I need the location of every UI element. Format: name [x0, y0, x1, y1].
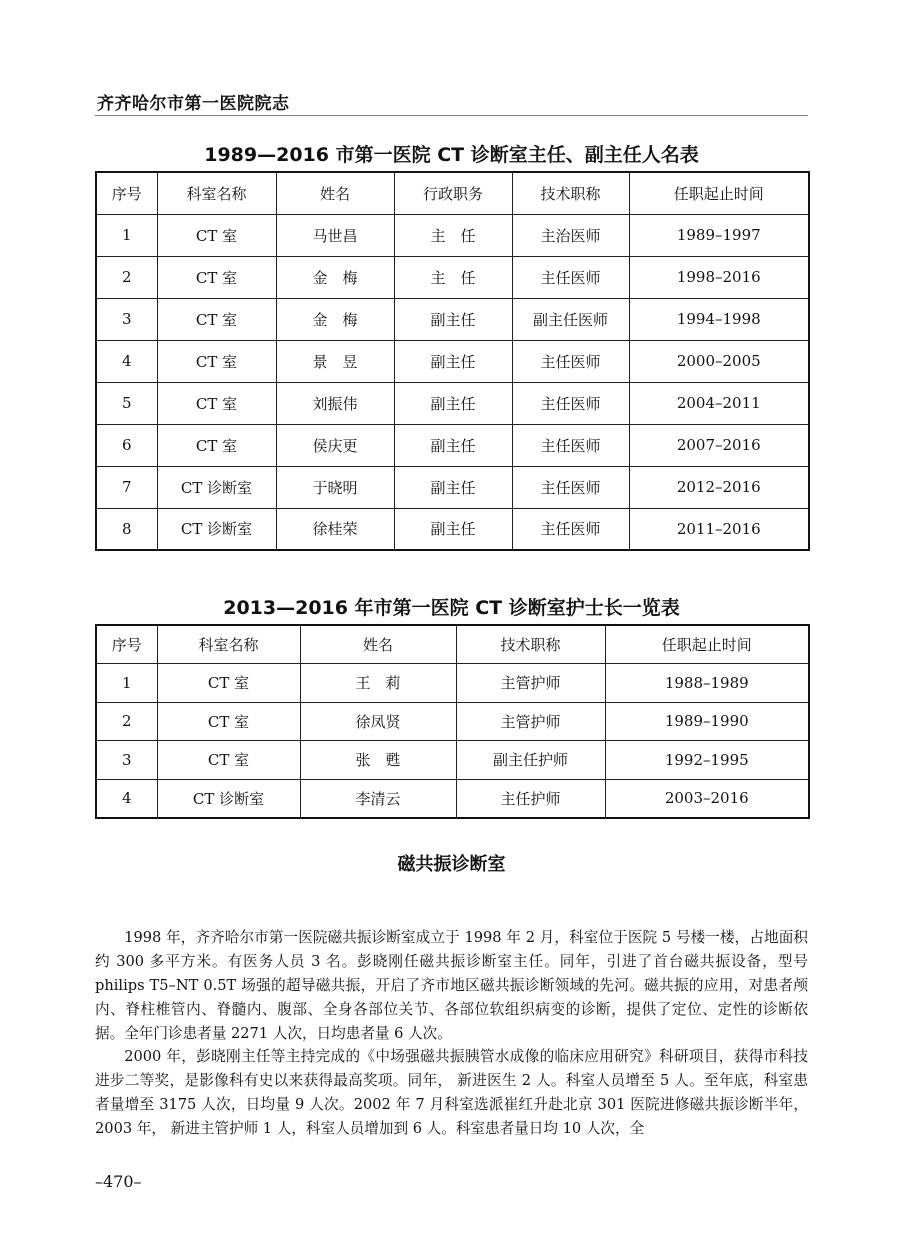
table-cell: 金 梅: [276, 256, 394, 298]
table-cell: 副主任: [394, 466, 512, 508]
table-cell: 主管护师: [456, 664, 605, 703]
table-cell: 3: [96, 741, 157, 780]
head-nurse-table: [95, 624, 810, 819]
column-header: 姓名: [276, 172, 394, 214]
table-cell: 张 甦: [300, 741, 456, 780]
column-header: 科室名称: [157, 172, 276, 214]
table-cell: 副主任护师: [456, 741, 605, 780]
table-row: [96, 256, 809, 298]
table-row: [96, 340, 809, 382]
table-cell: 主任医师: [512, 256, 629, 298]
table-cell: 7: [96, 466, 157, 508]
table-row: [96, 779, 809, 818]
table-cell: 副主任: [394, 382, 512, 424]
ct-directors-table: [95, 171, 810, 551]
table2-title: 2013—2016 年市第一医院 CT 诊断室护士长一览表: [223, 597, 680, 619]
column-header: 任职起止时间: [605, 625, 809, 664]
table-cell: CT 诊断室: [157, 779, 300, 818]
table-cell: 徐桂荣: [276, 508, 394, 550]
table-cell: 主任医师: [512, 340, 629, 382]
table-row: [96, 466, 809, 508]
table-cell: 李清云: [300, 779, 456, 818]
table-cell: 金 梅: [276, 298, 394, 340]
column-header: 技术职称: [456, 625, 605, 664]
table-cell: 于晓明: [276, 466, 394, 508]
table-cell: CT 室: [157, 664, 300, 703]
table-cell: 2004–2011: [629, 382, 809, 424]
table-header-row: [96, 625, 809, 664]
body-paragraph: 2000 年，彭晓刚主任等主持完成的《中场强磁共振胰管水成像的临床应用研究》科研项目，获得市科技进步二等奖，是影像科有史以来获得最高奖项。同年， 新进医生 2 人。科室人员增至 5 人。至年底，科室患者量增至 3175 人次，日均量 9 人次。2002 年 7 月科室选派崔红升赴北京 301 医院进修磁共振诊断半年，2003 年， 新进主管护师 1 人，科室人员增加到 6 人。科室患者量日均 10 人次，全: [95, 1048, 808, 1137]
table-cell: CT 室: [157, 214, 276, 256]
table-cell: 副主任: [394, 298, 512, 340]
table-cell: 主任护师: [456, 779, 605, 818]
table-cell: 主任医师: [512, 382, 629, 424]
table-cell: 1994–1998: [629, 298, 809, 340]
table-cell: 1992–1995: [605, 741, 809, 780]
table-cell: 2000–2005: [629, 340, 809, 382]
table-cell: CT 室: [157, 382, 276, 424]
table-cell: 4: [96, 779, 157, 818]
table-row: [96, 702, 809, 741]
table-row: [96, 214, 809, 256]
table-row: [96, 508, 809, 550]
table-row: [96, 741, 809, 780]
section-heading: 磁共振诊断室: [397, 854, 506, 875]
table-cell: 5: [96, 382, 157, 424]
table-cell: 主管护师: [456, 702, 605, 741]
table-cell: 6: [96, 424, 157, 466]
page-number: –470–: [95, 1172, 142, 1191]
table-cell: 1989–1997: [629, 214, 809, 256]
table-cell: 侯庆更: [276, 424, 394, 466]
table-cell: 4: [96, 340, 157, 382]
table-cell: 主治医师: [512, 214, 629, 256]
table-cell: 主任医师: [512, 466, 629, 508]
table1-title: 1989—2016 市第一医院 CT 诊断室主任、副主任人名表: [204, 144, 699, 166]
table-cell: 副主任: [394, 340, 512, 382]
table-cell: 2007–2016: [629, 424, 809, 466]
table-cell: 2011–2016: [629, 508, 809, 550]
table-cell: CT 室: [157, 298, 276, 340]
table-cell: 景 昱: [276, 340, 394, 382]
table-cell: 1989–1990: [605, 702, 809, 741]
column-header: 行政职务: [394, 172, 512, 214]
table-cell: 3: [96, 298, 157, 340]
table-row: [96, 664, 809, 703]
column-header: 序号: [96, 625, 157, 664]
table-cell: 马世昌: [276, 214, 394, 256]
table-cell: 1: [96, 664, 157, 703]
table-row: [96, 298, 809, 340]
table-cell: 8: [96, 508, 157, 550]
column-header: 序号: [96, 172, 157, 214]
table-header-row: [96, 172, 809, 214]
table-row: [96, 382, 809, 424]
table-cell: 副主任: [394, 424, 512, 466]
table-cell: 主任医师: [512, 508, 629, 550]
table-row: [96, 424, 809, 466]
table-cell: 1: [96, 214, 157, 256]
table-cell: CT 室: [157, 256, 276, 298]
table-cell: 副主任医师: [512, 298, 629, 340]
table-cell: CT 诊断室: [157, 466, 276, 508]
table-cell: 2012–2016: [629, 466, 809, 508]
table-cell: 王 莉: [300, 664, 456, 703]
book-title: 齐齐哈尔市第一医院院志: [97, 94, 290, 114]
table-cell: 2: [96, 256, 157, 298]
body-paragraph: 1998 年，齐齐哈尔市第一医院磁共振诊断室成立于 1998 年 2 月，科室位于医院 5 号楼一楼，占地面积约 300 多平方米。有医务人员 3 名。彭晓刚任磁共振诊断室主任。同年，引进了首台磁共振设备，型号 philips T5–NT 0.5T 场强的超导磁共振，开启了齐市地区磁共振诊断领域的先河。磁共振的应用，对患者颅内、脊柱椎管内、脊髓内、腹部、全身各部位关节、各部位软组织病变的诊断，提供了定位、定性的诊断依据。全年门诊患者量 2271 人次，日均患者量 6 人次。: [95, 929, 808, 1042]
column-header: 科室名称: [157, 625, 300, 664]
table-cell: CT 室: [157, 702, 300, 741]
table-cell: CT 室: [157, 340, 276, 382]
table-cell: 1988–1989: [605, 664, 809, 703]
table-cell: 刘振伟: [276, 382, 394, 424]
column-header: 任职起止时间: [629, 172, 809, 214]
column-header: 技术职称: [512, 172, 629, 214]
table-cell: 2: [96, 702, 157, 741]
table-cell: 1998–2016: [629, 256, 809, 298]
column-header: 姓名: [300, 625, 456, 664]
table-cell: CT 室: [157, 741, 300, 780]
table-cell: 主 任: [394, 256, 512, 298]
table-cell: 2003–2016: [605, 779, 809, 818]
header-divider: [95, 115, 808, 116]
table-cell: CT 室: [157, 424, 276, 466]
table-cell: 主 任: [394, 214, 512, 256]
table-cell: 副主任: [394, 508, 512, 550]
table-cell: CT 诊断室: [157, 508, 276, 550]
table-cell: 徐凤贤: [300, 702, 456, 741]
table-cell: 主任医师: [512, 424, 629, 466]
